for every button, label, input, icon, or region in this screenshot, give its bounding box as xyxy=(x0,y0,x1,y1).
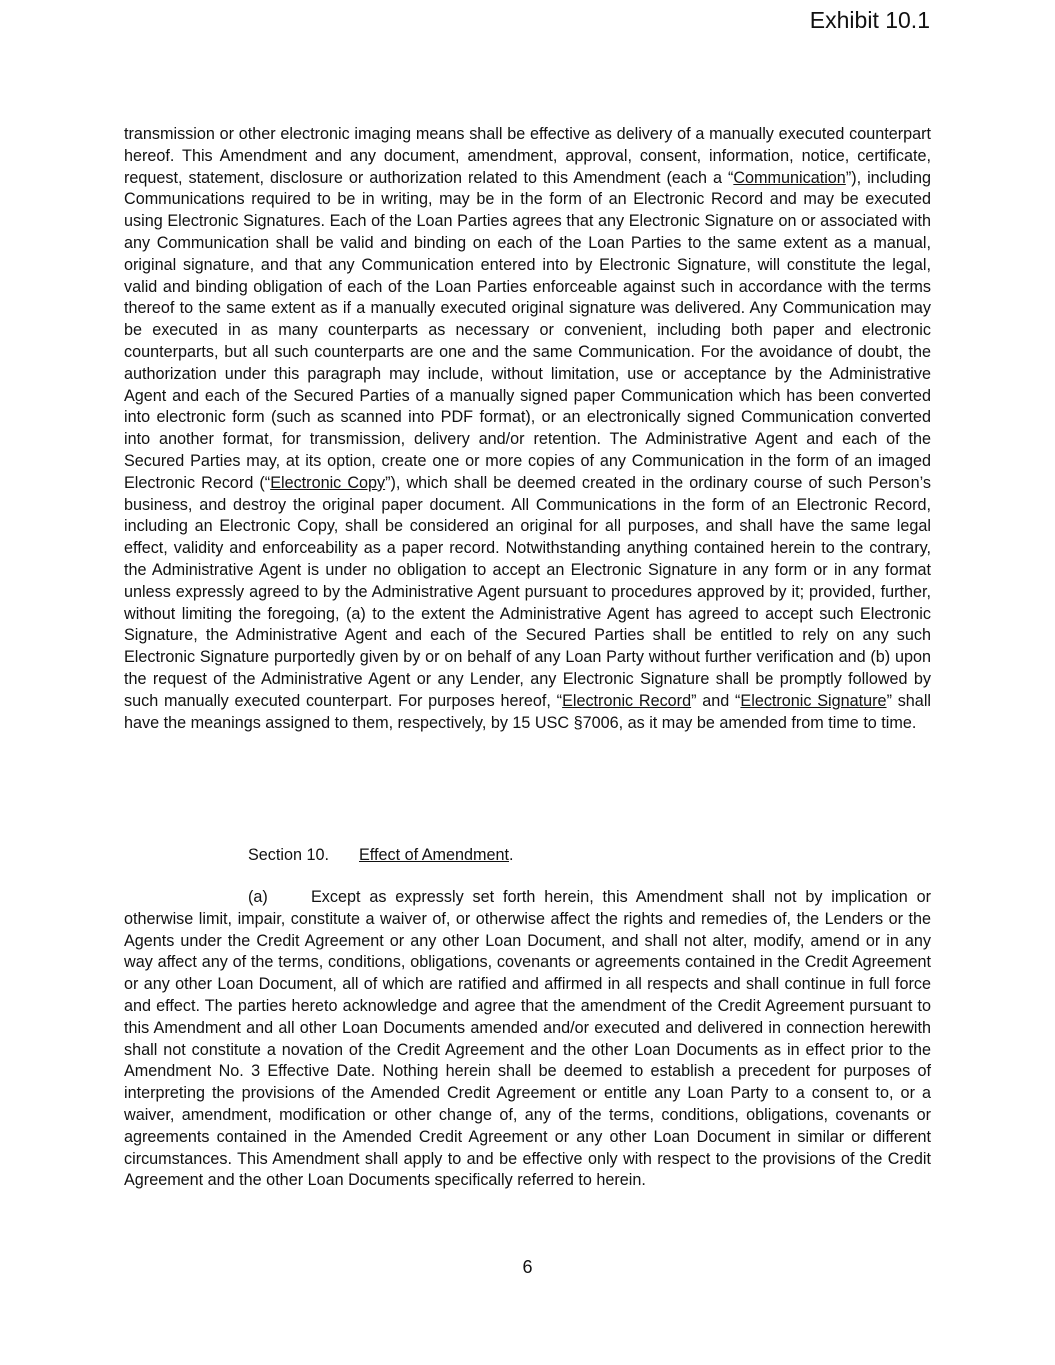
paragraph-text: ”), which shall be deemed created in the ordinary course of such Person’s business, and destroy the original paper document. All Communications in the form of an Electronic Record, including an Electronic Copy, shall be considered an original for all purposes, and shall have the same legal effect, validity and enforceability as a paper record. Notwithstanding anything contained herein to the contrary, the Administrative Agent is under no obligation to accept an Electronic Signature in any form or in any format unless expressly agreed to by the Administrative Agent pursuant to procedures approved by it; provided, further, without limiting the foregoing, (a) to the extent the Administrative Agent has agreed to accept such Electronic Signature, the Administrative Agent and each of the Secured Parties shall be entitled to rely on any such Electronic Signature purportedly given by or on behalf of any Loan Party without further verification and (b) upon the request of the Administrative Agent or any Lender, any Electronic Signature shall be promptly followed by such manually executed counterpart. For purposes hereof, “ xyxy=(124,473,931,710)
paragraph-text: transmission or other electronic imaging means shall be effective as delivery of a manually executed counterpart hereof. This Amendment and any document, amendment, approval, consent, information, notice, certificate, request, statement, disclosure or authorization related to this Amendment (each a “ xyxy=(124,125,931,187)
defined-term-electronic-signature: Electronic Signature xyxy=(740,691,887,710)
body-paragraph-electronic-signatures xyxy=(124,124,931,734)
section-title-suffix: . xyxy=(508,846,514,864)
section-heading xyxy=(248,844,513,866)
clause-text: Except as expressly set forth herein, this Amendment shall not by implication or otherwise limit, impair, constitute a waiver of, or otherwise affect the rights and remedies of, the Lenders or the Agents under the Credit Agreement or any other Loan Document, and shall not alter, modify, amend or in any way affect any of the terms, conditions, obligations, covenants or agreements contained in the Credit Agreement or any other Loan Document, all of which are ratified and affirmed in all respects and shall continue in full force and effect. The parties hereto acknowledge and agree that the amendment of the Credit Agreement pursuant to this Amendment and all other Loan Documents amended and/or executed and delivered in connection herewith shall not constitute a novation of the Credit Agreement and the other Loan Documents as in effect prior to the Amendment No. 3 Effective Date. Nothing herein shall be deemed to establish a precedent for purposes of interpreting the provisions of the Amended Credit Agreement or entitle any Loan Party to a consent to, or a waiver, amendment, modification or other change of, any of the terms, conditions, obligations, covenants or agreements contained in the Amended Credit Agreement or any other Loan Document in similar or different circumstances. This Amendment shall apply to and be effective only with respect to the provisions of the Credit Agreement and the other Loan Documents specifically referred to herein. xyxy=(124,888,931,1190)
section-title-wrap xyxy=(359,844,513,866)
defined-term-electronic-record: Electronic Record xyxy=(562,691,692,710)
clause-label: (a) xyxy=(248,888,268,906)
body-paragraph-effect-of-amendment xyxy=(124,887,931,1192)
paragraph-text: ”), including Communications required to be in writing, may be in the form of an Electronic Record and may be executed using Electronic Signatures. Each of the Loan Parties agrees that any Electronic Signature on or associated with any Communication shall be valid and binding on each of the Loan Parties to the same extent as a manual, original signature, and that any Communication entered into by Electronic Signature, will constitute the legal, valid and binding obligation of each of the Loan Parties enforceable against such in accordance with the terms thereof to the same extent as if a manually executed original signature was delivered. Any Communication may be executed in as many counterparts as necessary or convenient, including both paper and electronic counterparts, but all such counterparts are one and the same Communication. For the avoidance of doubt, the authorization under this paragraph may include, without limitation, use or acceptance by the Administrative Agent and each of the Secured Parties of a manually signed paper Communication which has been converted into electronic form (such as scanned into PDF format), or an electronically signed Communication converted into another format, for transmission, delivery and/or retention. The Administrative Agent and each of the Secured Parties may, at its option, create one or more copies of any Communication in the form of an imaged Electronic Record (“ xyxy=(124,168,931,492)
section-title: Effect of Amendment xyxy=(359,846,509,864)
paragraph-text: ” and “ xyxy=(691,691,741,710)
defined-term-communication: Communication xyxy=(733,168,846,187)
paragraph-text: ” shall have the meanings assigned to them, respectively, by 15 USC §7006, as it may be amended from time to time. xyxy=(124,691,932,732)
page-number: 6 xyxy=(522,1257,533,1277)
exhibit-label: Exhibit 10.1 xyxy=(809,7,930,33)
section-number: Section 10. xyxy=(248,846,329,864)
defined-term-electronic-copy: Electronic Copy xyxy=(270,473,386,492)
